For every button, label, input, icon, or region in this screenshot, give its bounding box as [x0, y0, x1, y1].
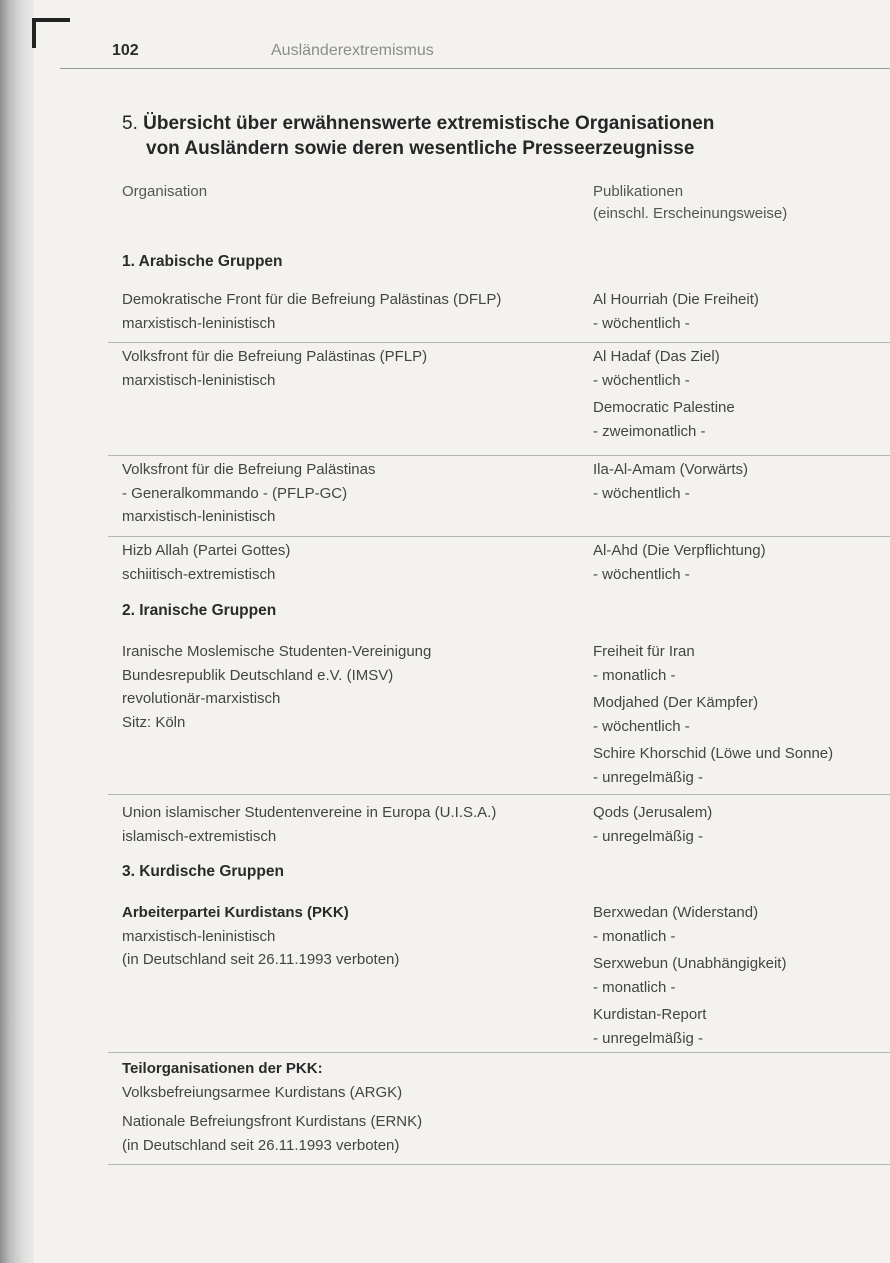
running-header-title: Ausländerextremismus [271, 42, 434, 59]
publication-frequency: - zweimonatlich - [593, 422, 706, 440]
section-heading-arab: 1. Arabische Gruppen [122, 253, 283, 270]
organisation-name: Arbeiterpartei Kurdistans (PKK) [122, 904, 349, 921]
column-header-organisation: Organisation [122, 183, 208, 200]
publication-frequency: - monatlich - [593, 927, 676, 945]
organisation-ban-note: (in Deutschland seit 26.11.1993 verboten) [122, 951, 400, 968]
organisation-orientation: marxistisch-leninistisch [122, 508, 276, 525]
organisation-orientation: marxistisch-leninistisch [122, 371, 276, 389]
organisation-name: Hizb Allah (Partei Gottes) [122, 542, 291, 559]
publication-name: Modjahed (Der Kämpfer) [593, 694, 759, 711]
column-header-publications [593, 181, 787, 225]
organisation-cell [122, 640, 431, 734]
table-row [108, 345, 890, 456]
organisation-name: Volksfront für die Befreiung Palästinas [122, 461, 376, 478]
publication-name: Freiheit für Iran [593, 643, 695, 660]
publication-name: Serxwebun (Unabhängigkeit) [593, 955, 787, 972]
table-row [108, 801, 890, 853]
organisation-cell [122, 801, 496, 848]
publication-entry [593, 901, 786, 948]
organisation-ban-note: (in Deutschland seit 26.11.1993 verboten) [122, 1136, 400, 1154]
publication-frequency: - unregelmäßig - [593, 768, 704, 786]
publication-name: Democratic Palestine [593, 399, 735, 416]
corner-crop-mark [32, 18, 70, 22]
table-row [108, 539, 890, 591]
publication-entry [593, 396, 735, 443]
publication-name: Kurdistan-Report [593, 1006, 707, 1023]
organisation-name-continued: Bundesrepublik Deutschland e.V. (IMSV) [122, 666, 394, 684]
publication-entry [593, 288, 759, 335]
organisation-seat: Sitz: Köln [122, 713, 186, 731]
organisation-cell [122, 901, 399, 972]
organisation-name-continued: - Generalkommando - (PFLP-GC) [122, 484, 348, 502]
publications-cell [593, 801, 712, 852]
header-rule [60, 68, 890, 69]
sub-organisation-name: Nationale Befreiungsfront Kurdistans (ERNK) [122, 1113, 423, 1130]
table-row [108, 1055, 890, 1165]
publication-entry [593, 1003, 786, 1050]
publications-cell [593, 288, 759, 339]
publication-frequency: - unregelmäßig - [593, 827, 704, 845]
organisation-orientation: revolutionär-marxistisch [122, 690, 281, 707]
publication-frequency: - wöchentlich - [593, 717, 690, 735]
publication-entry [593, 345, 735, 392]
publication-name: Ila-Al-Amam (Vorwärts) [593, 461, 749, 478]
section-title [122, 111, 714, 161]
section-number: 5. [122, 113, 138, 134]
sub-organisations-heading: Teilorganisationen der PKK: [122, 1060, 323, 1077]
publication-name: Al Hadaf (Das Ziel) [593, 348, 720, 365]
publications-cell [593, 539, 766, 590]
publications-cell [593, 640, 833, 793]
publication-frequency: - wöchentlich - [593, 371, 690, 389]
publication-frequency: - unregelmäßig - [593, 1029, 704, 1047]
publications-cell [593, 345, 735, 447]
organisation-cell [122, 539, 290, 586]
organisation-name: Demokratische Front für die Befreiung Palästinas (DFLP) [122, 291, 502, 308]
publications-cell [593, 901, 786, 1054]
organisation-orientation: marxistisch-leninistisch [122, 927, 276, 945]
column-header-publications-line1: Publikationen [593, 183, 684, 200]
organisation-orientation: schiitisch-extremistisch [122, 565, 276, 583]
publications-cell [593, 458, 748, 509]
organisation-cell [122, 458, 375, 529]
publication-name: Berxwedan (Widerstand) [593, 904, 759, 921]
title-line-1: Übersicht über erwähnenswerte extremistische Organisationen [143, 113, 715, 134]
publication-entry [593, 458, 748, 505]
publication-frequency: - wöchentlich - [593, 565, 690, 583]
table-row [108, 901, 890, 1053]
publication-entry [593, 742, 833, 789]
organisation-name: Union islamischer Studentenvereine in Europa (U.I.S.A.) [122, 804, 497, 821]
publication-entry [593, 952, 786, 999]
organisation-cell [122, 1057, 422, 1157]
organisation-name: Iranische Moslemische Studenten-Vereinigung [122, 643, 432, 660]
organisation-orientation: islamisch-extremistisch [122, 827, 277, 845]
publication-frequency: - monatlich - [593, 978, 676, 996]
publication-frequency: - wöchentlich - [593, 314, 690, 332]
corner-crop-mark-vertical [32, 18, 36, 48]
page-number: 102 [112, 42, 139, 59]
publication-name: Al Hourriah (Die Freiheit) [593, 291, 759, 308]
organisation-orientation: marxistisch-leninistisch [122, 314, 276, 332]
sub-organisation-name: Volksbefreiungsarmee Kurdistans (ARGK) [122, 1083, 403, 1101]
section-heading-kurd: 3. Kurdische Gruppen [122, 863, 284, 880]
book-binding-shadow [0, 0, 34, 1263]
title-line-2: von Ausländern sowie deren wesentliche Presseerzeugnisse [146, 138, 695, 159]
publication-entry [593, 640, 833, 687]
table-row [108, 640, 890, 795]
column-header-publications-line2: (einschl. Erscheinungsweise) [593, 205, 788, 222]
publication-entry [593, 539, 766, 586]
table-row [108, 458, 890, 537]
publication-entry [593, 801, 712, 848]
section-heading-iran: 2. Iranische Gruppen [122, 602, 277, 619]
publication-name: Al-Ahd (Die Verpflichtung) [593, 542, 766, 559]
publication-entry [593, 691, 833, 738]
publication-name: Qods (Jerusalem) [593, 804, 713, 821]
publication-frequency: - monatlich - [593, 666, 676, 684]
organisation-name: Volksfront für die Befreiung Palästinas (PFLP) [122, 348, 428, 365]
publication-name: Schire Khorschid (Löwe und Sonne) [593, 745, 834, 762]
table-row [108, 288, 890, 343]
organisation-cell [122, 288, 501, 335]
organisation-cell [122, 345, 427, 392]
publication-frequency: - wöchentlich - [593, 484, 690, 502]
